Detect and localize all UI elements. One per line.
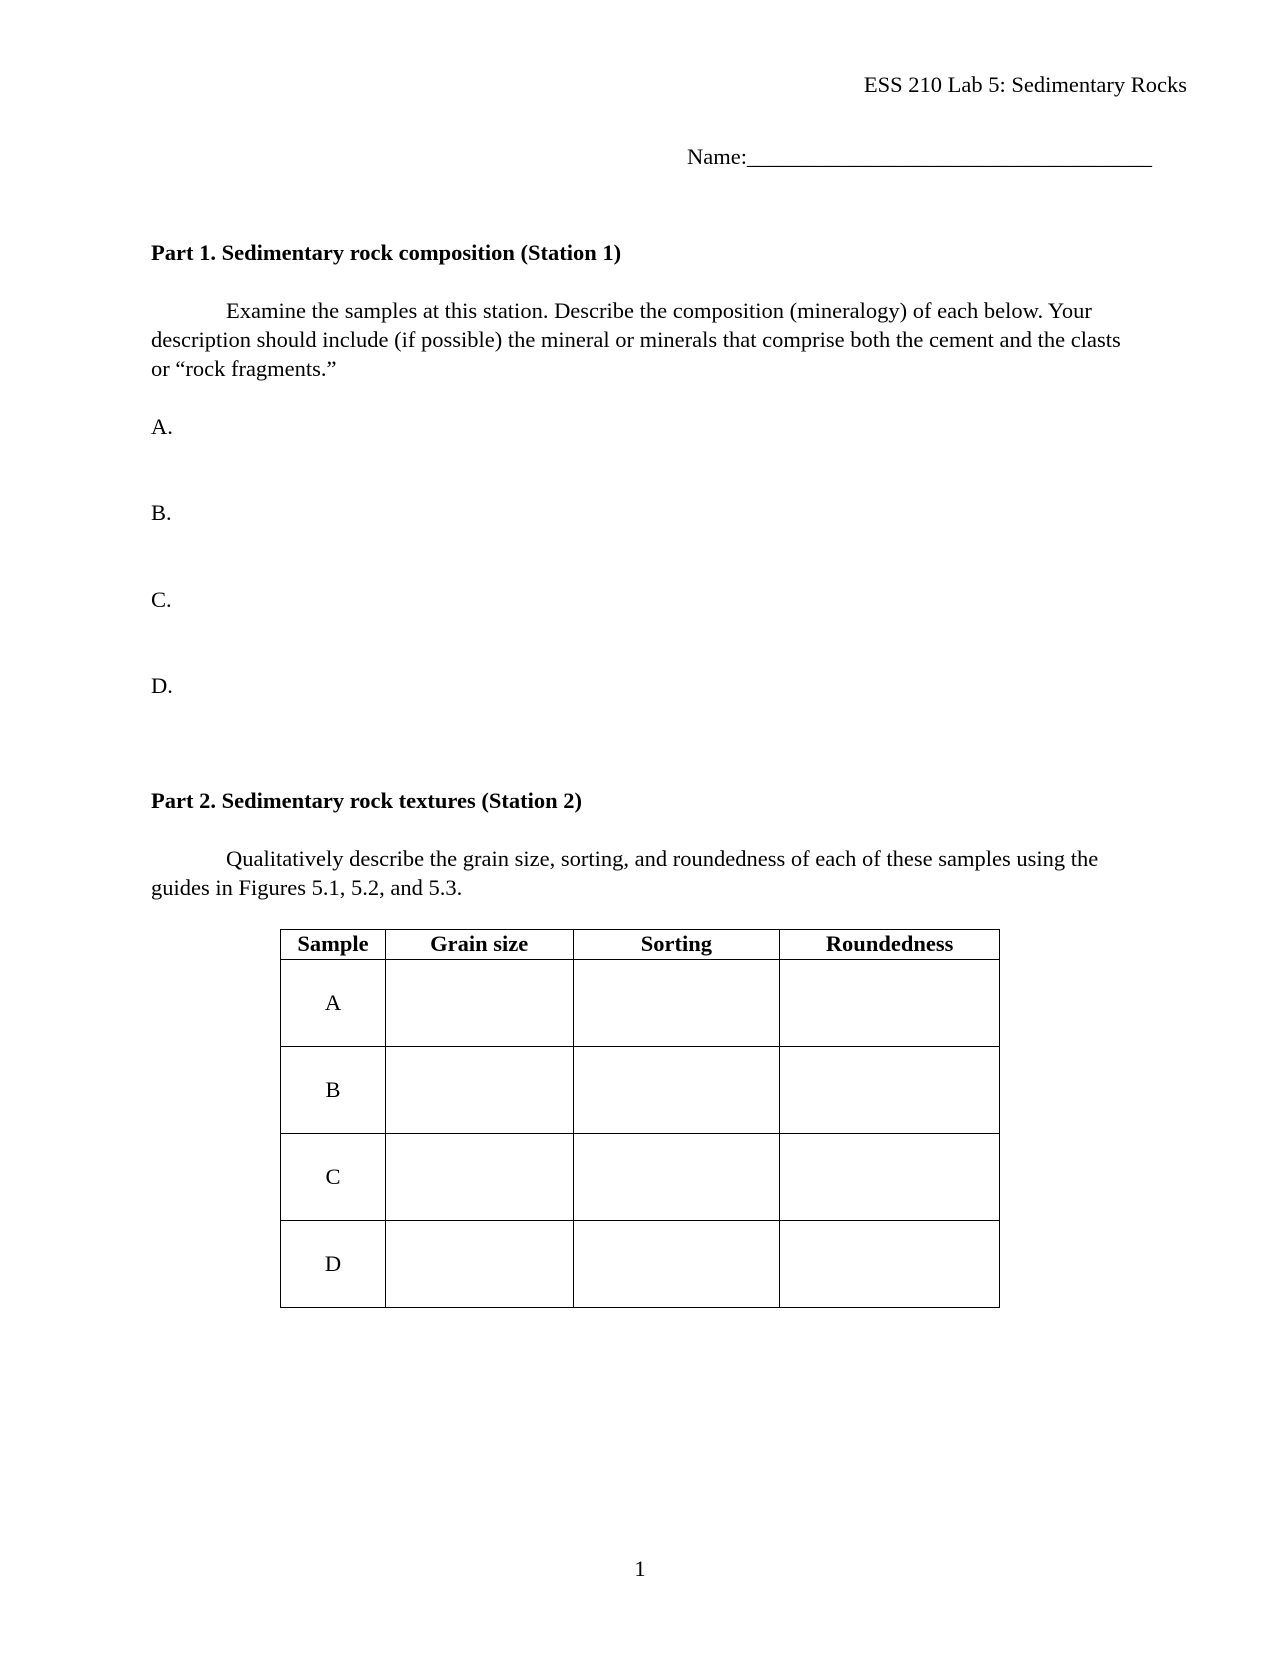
grain-size-cell[interactable]: [385, 1134, 573, 1221]
part2-instructions: Qualitatively describe the grain size, sorting, and roundedness of each of these samples using the guides in Figures 5.1, 5.2, and 5.3.: [151, 846, 1099, 900]
grain-size-cell[interactable]: [385, 960, 573, 1047]
table-header-sorting: Sorting: [573, 930, 780, 960]
roundedness-cell[interactable]: [780, 1221, 1000, 1308]
grain-size-cell[interactable]: [385, 1047, 573, 1134]
table-row: [281, 1047, 1000, 1134]
table-row: [281, 1221, 1000, 1308]
sample-cell: C: [281, 1134, 386, 1221]
sorting-cell[interactable]: [573, 1047, 780, 1134]
part1-item-b: B.: [151, 500, 172, 525]
page-header-title: ESS 210 Lab 5: Sedimentary Rocks: [863, 72, 1187, 97]
table-header-roundedness: Roundedness: [780, 930, 1000, 960]
page-number: 1: [634, 1556, 646, 1581]
sample-cell: B: [281, 1047, 386, 1134]
sample-cell: D: [281, 1221, 386, 1308]
roundedness-cell[interactable]: [780, 1047, 1000, 1134]
grain-size-cell[interactable]: [385, 1221, 573, 1308]
part1-item-c: C.: [151, 587, 172, 612]
sorting-cell[interactable]: [573, 960, 780, 1047]
sample-cell: A: [281, 960, 386, 1047]
roundedness-cell[interactable]: [780, 960, 1000, 1047]
part1-instructions: Examine the samples at this station. Describe the composition (mineralogy) of each below. Your description should include (if possible) the mineral or minerals that comprise both the cement and the clasts or “rock fragments.”: [151, 298, 1121, 381]
table-header-sample: Sample: [281, 930, 386, 960]
roundedness-cell[interactable]: [780, 1134, 1000, 1221]
part1-item-a: A.: [151, 414, 173, 439]
part1-item-d: D.: [151, 673, 173, 698]
sorting-cell[interactable]: [573, 1221, 780, 1308]
part2-heading: Part 2. Sedimentary rock textures (Station 2): [151, 788, 582, 813]
texture-table: [280, 929, 1000, 1308]
table-row: [281, 1134, 1000, 1221]
part1-heading: Part 1. Sedimentary rock composition (Station 1): [151, 240, 622, 265]
table-row: [281, 960, 1000, 1047]
table-header-grain-size: Grain size: [385, 930, 573, 960]
name-field: Name:____________________________________: [687, 144, 1152, 169]
sorting-cell[interactable]: [573, 1134, 780, 1221]
table-header-row: [281, 930, 1000, 960]
